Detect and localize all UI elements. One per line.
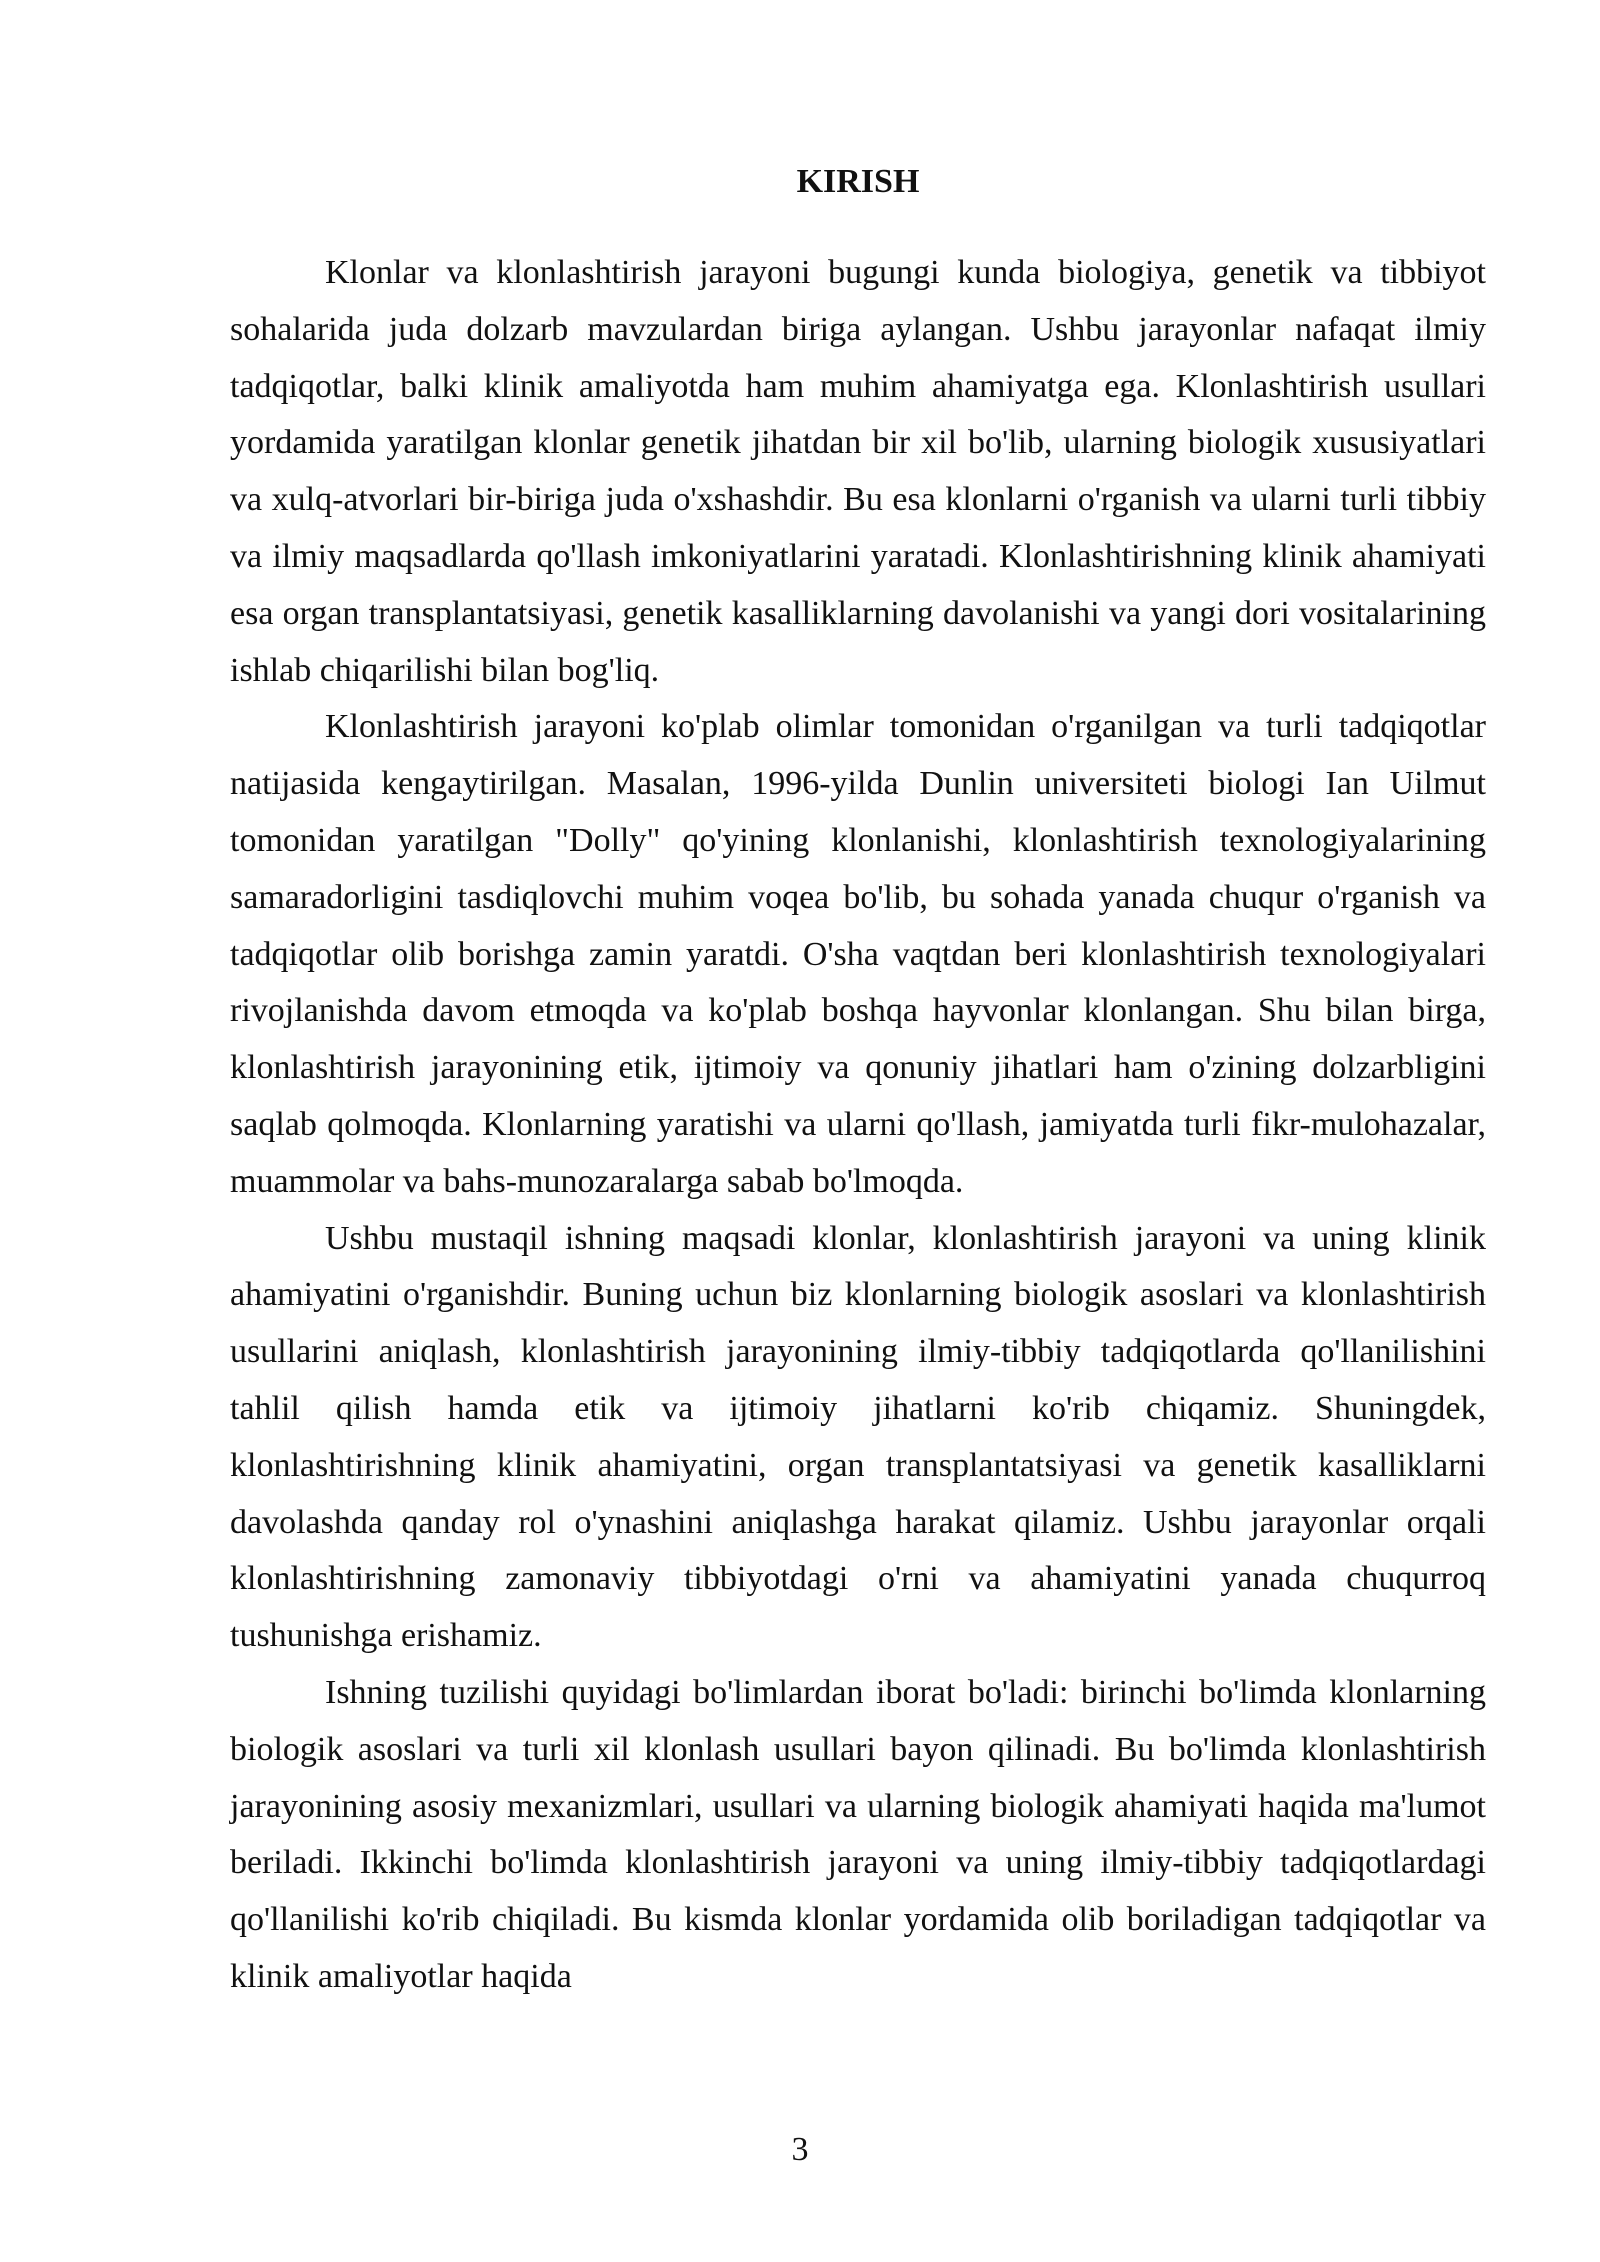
paragraph-1: Klonlar va klonlashtirish jarayoni bugungi kunda biologiya, genetik va tibbiyot sohalarida juda dolzarb mavzulardan biriga aylangan. Ushbu jarayonlar nafaqat ilmiy tadqiqotlar, balki klinik amaliyotda ham muhim ahamiyatga ega. Klonlashtirish usullari yordamida yaratilgan klonlar genetik jihatdan bir xil bo'lib, ularning biologik xususiyatlari va xulq-atvorlari bir-biriga juda o'xshashdir. Bu esa klonlarni o'rganish va ularni turli tibbiy va ilmiy maqsadlarda qo'llash imkoniyatlarini yaratadi. Klonlashtirishning klinik ahamiyati esa organ transplantatsiyasi, genetik kasalliklarning davolanishi va yangi dori vositalarining ishlab chiqarilishi bilan bog'liq. bbox=[230, 254, 1486, 689]
body-text bbox=[230, 245, 1486, 2006]
paragraph-2: Klonlashtirish jarayoni ko'plab olimlar tomonidan o'rganilgan va turli tadqiqotlar natijasida kengaytirilgan. Masalan, 1996-yilda Dunlin universiteti biologi Ian Uilmut tomonidan yaratilgan "Dolly" qo'yining klonlanishi, klonlashtirish texnologiyalarining samaradorligini tasdiqlovchi muhim voqea bo'lib, bu sohada yanada chuqur o'rganish va tadqiqotlar olib borishga zamin yaratdi. O'sha vaqtdan beri klonlashtirish texnologiyalari rivojlanishda davom etmoqda va ko'plab boshqa hayvonlar klonlangan. Shu bilan birga, klonlashtirish jarayonining etik, ijtimoiy va qonuniy jihatlari ham o'zining dolzarbligini saqlab qolmoqda. Klonlarning yaratishi va ularni qo'llash, jamiyatda turli fikr-mulohazalar, muammolar va bahs-munozaralarga sabab bo'lmoqda. bbox=[230, 708, 1486, 1200]
paragraph-4: Ishning tuzilishi quyidagi bo'limlardan iborat bo'ladi: birinchi bo'limda klonlarning biologik asoslari va turli xil klonlash usullari bayon qilinadi. Bu bo'limda klonlashtirish jarayonining asosiy mexanizmlari, usullari va ularning biologik ahamiyati haqida ma'lumot beriladi. Ikkinchi bo'limda klonlashtirish jarayoni va uning ilmiy-tibbiy tadqiqotlardagi qo'llanilishi ko'rib chiqiladi. Bu kismda klonlar yordamida olib boriladigan tadqiqotlar va klinik amaliyotlar haqida bbox=[230, 1673, 1486, 1995]
page-number: 3 bbox=[791, 2131, 809, 2168]
paragraph-3: Ushbu mustaqil ishning maqsadi klonlar, klonlashtirish jarayoni va uning klinik ahamiyatini o'rganishdir. Buning uchun biz klonlarning biologik asoslari va klonlashtirish usullarini aniqlash, klonlashtirish jarayonining ilmiy-tibbiy tadqiqotlarda qo'llanilishini tahlil qilish hamda etik va ijtimoiy jihatlarni ko'rib chiqamiz. Shuningdek, klonlashtirishning klinik ahamiyatini, organ transplantatsiyasi va genetik kasalliklarni davolashda qanday rol o'ynashini aniqlashga harakat qilamiz. Ushbu jarayonlar orqali klonlashtirishning zamonaviy tibbiyotdagi o'rni va ahamiyatini yanada chuqurroq tushunishga erishamiz. bbox=[230, 1219, 1486, 1655]
section-title: KIRISH bbox=[796, 163, 920, 200]
